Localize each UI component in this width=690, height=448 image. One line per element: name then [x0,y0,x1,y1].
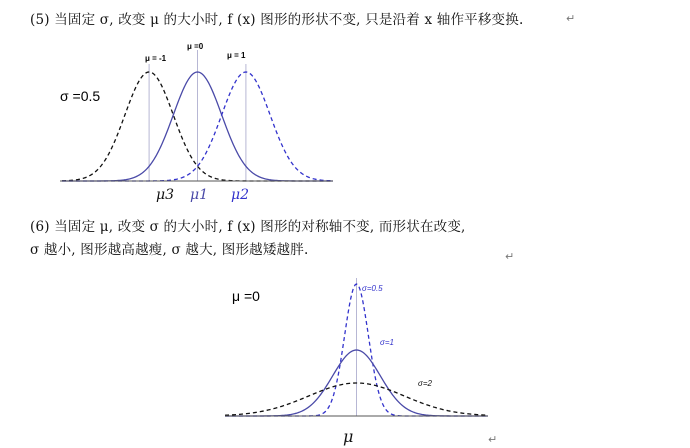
chart2-series-label-0: σ=0.5 [362,284,383,293]
chart1-series-curve-1 [62,72,333,181]
text-line-6b: σ 越小, 图形越高越瘦, σ 越大, 图形越矮越胖. [30,242,309,258]
chart1-mu-label-0: μ = -1 [145,54,167,63]
text-line-6a: (6) 当固定 μ, 改变 σ 的大小时, f (x) 图形的对称轴不变, 而形状在改变, [30,219,466,235]
chart1-axis-label-0: μ3 [156,187,175,203]
return-mark-2: ↵ [505,250,515,263]
chart2-series-curve-1 [225,350,488,416]
text-line-5: (5) 当固定 σ, 改变 μ 的大小时, f (x) 图形的形状不变, 只是沿着 x 轴作平移变换. [30,12,524,28]
chart1-param-label: σ =0.5 [60,88,101,104]
return-mark-3: ↵ [488,433,498,446]
chart1-series-curve-0 [62,72,333,181]
chart2-series-label-2: σ=2 [418,379,432,388]
chart2-series-curve-2 [225,383,488,415]
chart2-param-label: μ =0 [232,288,260,304]
chart1-series-curve-2 [62,72,333,181]
chart1-mu-label-1: μ =0 [187,42,204,51]
chart1-axis-label-2: μ2 [231,187,250,203]
chart2-series-curve-0 [225,284,488,416]
return-mark-1: ↵ [566,12,576,25]
chart1-mu-label-2: μ = 1 [227,51,246,60]
chart2-series-label-1: σ=1 [380,338,394,347]
chart2-axis-label-0: μ [343,427,354,446]
chart1-axis-label-1: μ1 [190,187,209,203]
